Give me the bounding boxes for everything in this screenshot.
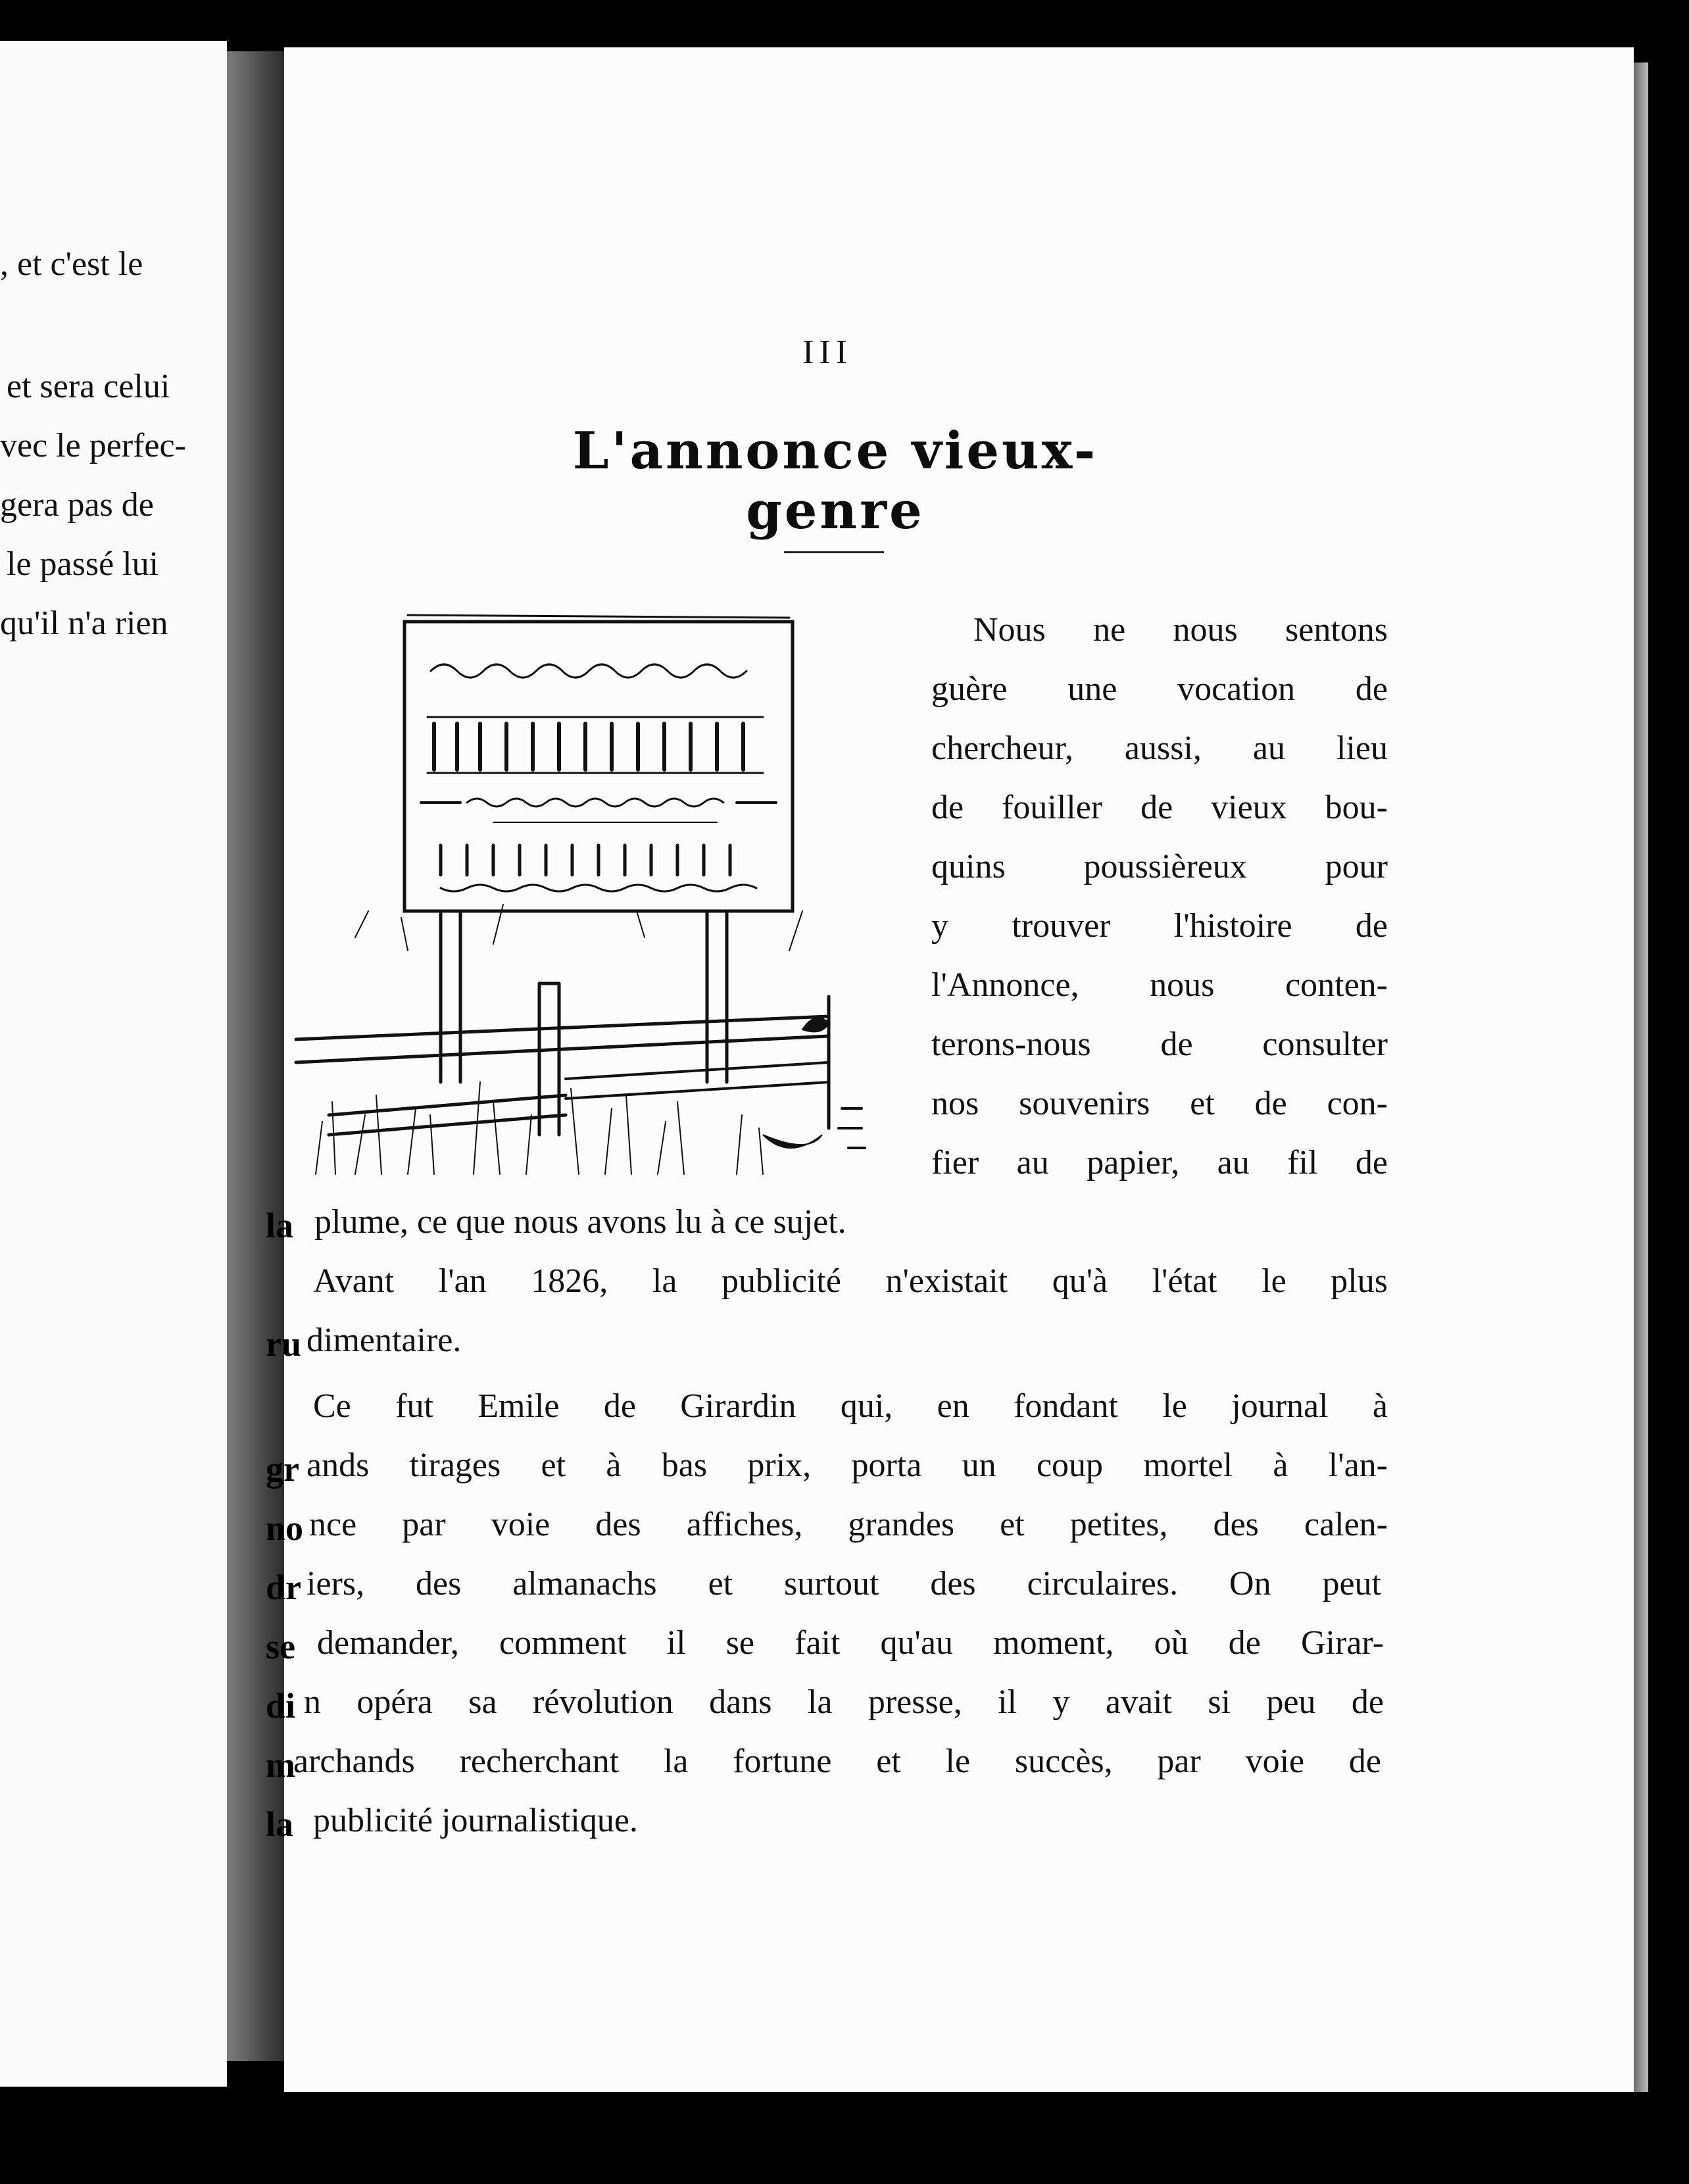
text-line: plume, ce que nous avons lu à ce sujet. bbox=[314, 1203, 846, 1241]
margin-fragment: la bbox=[266, 1804, 294, 1844]
text-line: n opéra sa révolution dans la presse, il y avait si peu de bbox=[304, 1683, 1384, 1721]
left-line: qu'il n'a rien bbox=[0, 605, 168, 642]
margin-fragment: dr bbox=[266, 1568, 301, 1607]
text-line: Nous ne nous sentons bbox=[973, 611, 1388, 649]
margin-fragment: la bbox=[266, 1206, 294, 1245]
text-line: dimentaire. bbox=[306, 1322, 462, 1359]
margin-fragment: di bbox=[266, 1686, 296, 1725]
text-line: nos souvenirs et de con- bbox=[931, 1085, 1388, 1122]
text-line: Ce fut Emile de Girardin qui, en fondant le journal à bbox=[313, 1387, 1388, 1425]
text-line: nce par voie des affiches, grandes et petites, des calen- bbox=[309, 1506, 1388, 1543]
left-line: , et c'est le bbox=[0, 245, 143, 283]
text-line: y trouver l'histoire de bbox=[931, 907, 1388, 945]
text-line: archands recherchant la fortune et le succès, par voie de bbox=[293, 1743, 1381, 1780]
text-line: l'Annonce, nous conten- bbox=[931, 966, 1388, 1004]
left-line: vec le perfec- bbox=[0, 427, 186, 464]
chapter-number: III bbox=[802, 334, 852, 371]
text-line: iers, des almanachs et surtout des circulaires. On peut bbox=[306, 1565, 1381, 1602]
text-line: quins poussièreux pour bbox=[931, 848, 1388, 885]
text-line: fier au papier, au fil de bbox=[931, 1144, 1388, 1181]
margin-fragment: no bbox=[266, 1508, 304, 1548]
margin-fragment: se bbox=[266, 1627, 295, 1666]
text-line: de fouiller de vieux bou- bbox=[931, 789, 1388, 826]
margin-fragment: ru bbox=[266, 1324, 301, 1364]
chapter-title: L'annonce vieux-genre bbox=[572, 421, 1098, 541]
margin-fragment: gr bbox=[266, 1449, 299, 1489]
title-divider bbox=[784, 551, 884, 553]
margin-fragment: m bbox=[266, 1745, 295, 1785]
text-line: chercheur, aussi, au lieu bbox=[931, 730, 1388, 767]
text-line: demander, comment il se fait qu'au moment, où de Girar- bbox=[317, 1624, 1384, 1662]
text-line: ands tirages et à bas prix, porta un coup mortel à l'an- bbox=[306, 1447, 1388, 1484]
text-line: guère une vocation de bbox=[931, 670, 1388, 708]
signboard-fence-illustration bbox=[276, 608, 888, 1181]
previous-page-fragment bbox=[0, 41, 227, 2087]
text-line: publicité journalistique. bbox=[313, 1802, 638, 1839]
text-line: terons-nous de consulter bbox=[931, 1026, 1388, 1063]
left-line: et sera celui bbox=[7, 368, 170, 405]
left-line: gera pas de bbox=[0, 486, 154, 524]
text-line: Avant l'an 1826, la publicité n'existait qu'à l'état le plus bbox=[313, 1262, 1388, 1300]
left-line: le passé lui bbox=[7, 545, 159, 583]
page-edge bbox=[1634, 62, 1648, 2092]
